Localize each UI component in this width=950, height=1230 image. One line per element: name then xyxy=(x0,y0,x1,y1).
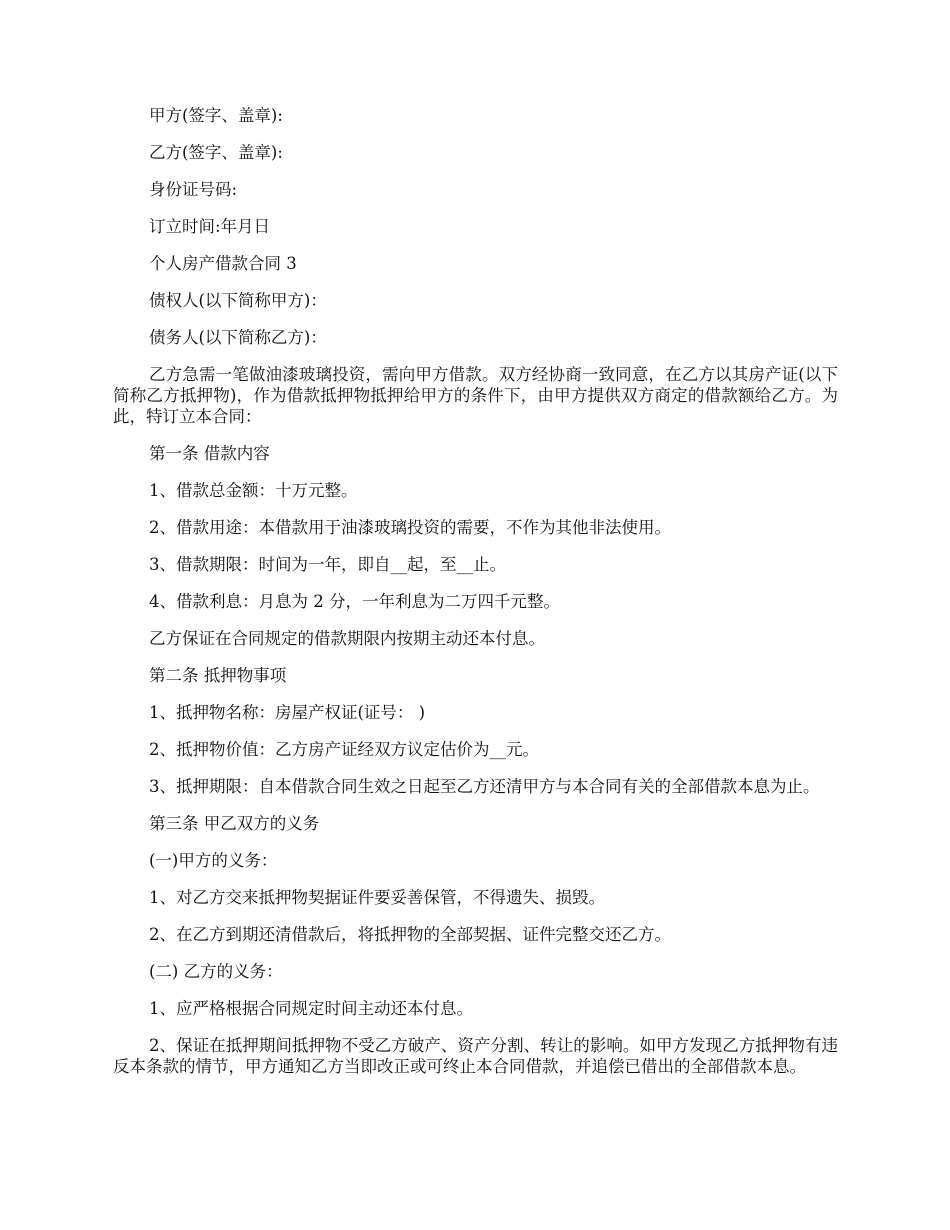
party-a-signature-line: 甲方(签字、盖章): xyxy=(149,106,283,125)
document-body xyxy=(113,105,838,1077)
article-3-heading: 第三条 甲乙双方的义务 xyxy=(149,814,320,833)
party-a-duty-2: 2、在乙方到期还清借款后，将抵押物的全部契据、证件完整交还乙方。 xyxy=(149,925,671,944)
party-b-signature-line: 乙方(签字、盖章): xyxy=(149,143,283,162)
article-1-heading: 第一条 借款内容 xyxy=(149,444,270,463)
party-a-duty-1: 1、对乙方交来抵押物契据证件要妥善保管，不得遗失、损毁。 xyxy=(149,888,605,907)
party-b-duty-2: 2、保证在抵押期间抵押物不受乙方破产、资产分割、转让的影响。如甲方发现乙方抵押物有违反本条款的情节，甲方通知乙方当即改正或可终止本合同借款，并追偿已借出的全部借款本息。 xyxy=(113,1036,838,1076)
contract-title: 个人房产借款合同 3 xyxy=(149,254,297,273)
article-1-item-4: 4、借款利息：月息为 2 分，一年利息为二万四千元整。 xyxy=(149,592,560,611)
article-2-item-1: 1、抵押物名称：房屋产权证(证号： ) xyxy=(149,703,426,722)
party-a-duties-heading: (一)甲方的义务： xyxy=(149,851,278,870)
id-number-line: 身份证号码: xyxy=(149,180,238,199)
article-1-item-1: 1、借款总金额：十万元整。 xyxy=(149,481,358,500)
article-2-heading: 第二条 抵押物事项 xyxy=(149,666,287,685)
party-b-duties-heading: (二) 乙方的义务： xyxy=(149,962,283,981)
article-1-item-3: 3、借款期限：时间为一年，即自__起，至__止。 xyxy=(149,555,506,574)
preamble-paragraph: 乙方急需一笔做油漆玻璃投资，需向甲方借款。双方经协商一致同意，在乙方以其房产证(以下简称乙方抵押物)，作为借款抵押物抵押给甲方的条件下，由甲方提供双方商定的借款额给乙方。为此，特订立本合同： xyxy=(113,365,838,426)
creditor-line: 债权人(以下简称甲方)： xyxy=(149,291,327,310)
debtor-line: 债务人(以下简称乙方)： xyxy=(149,328,327,347)
repayment-guarantee: 乙方保证在合同规定的借款期限内按期主动还本付息。 xyxy=(149,629,545,648)
article-2-item-2: 2、抵押物价值：乙方房产证经双方议定估价为__元。 xyxy=(149,740,539,759)
article-2-item-3: 3、抵押期限：自本借款合同生效之日起至乙方还清甲方与本合同有关的全部借款本息为止。 xyxy=(149,777,820,796)
party-b-duty-1: 1、应严格根据合同规定时间主动还本付息。 xyxy=(149,999,473,1018)
article-1-item-2: 2、借款用途：本借款用于油漆玻璃投资的需要，不作为其他非法使用。 xyxy=(149,518,671,537)
signing-date-line: 订立时间:年月日 xyxy=(149,217,271,236)
